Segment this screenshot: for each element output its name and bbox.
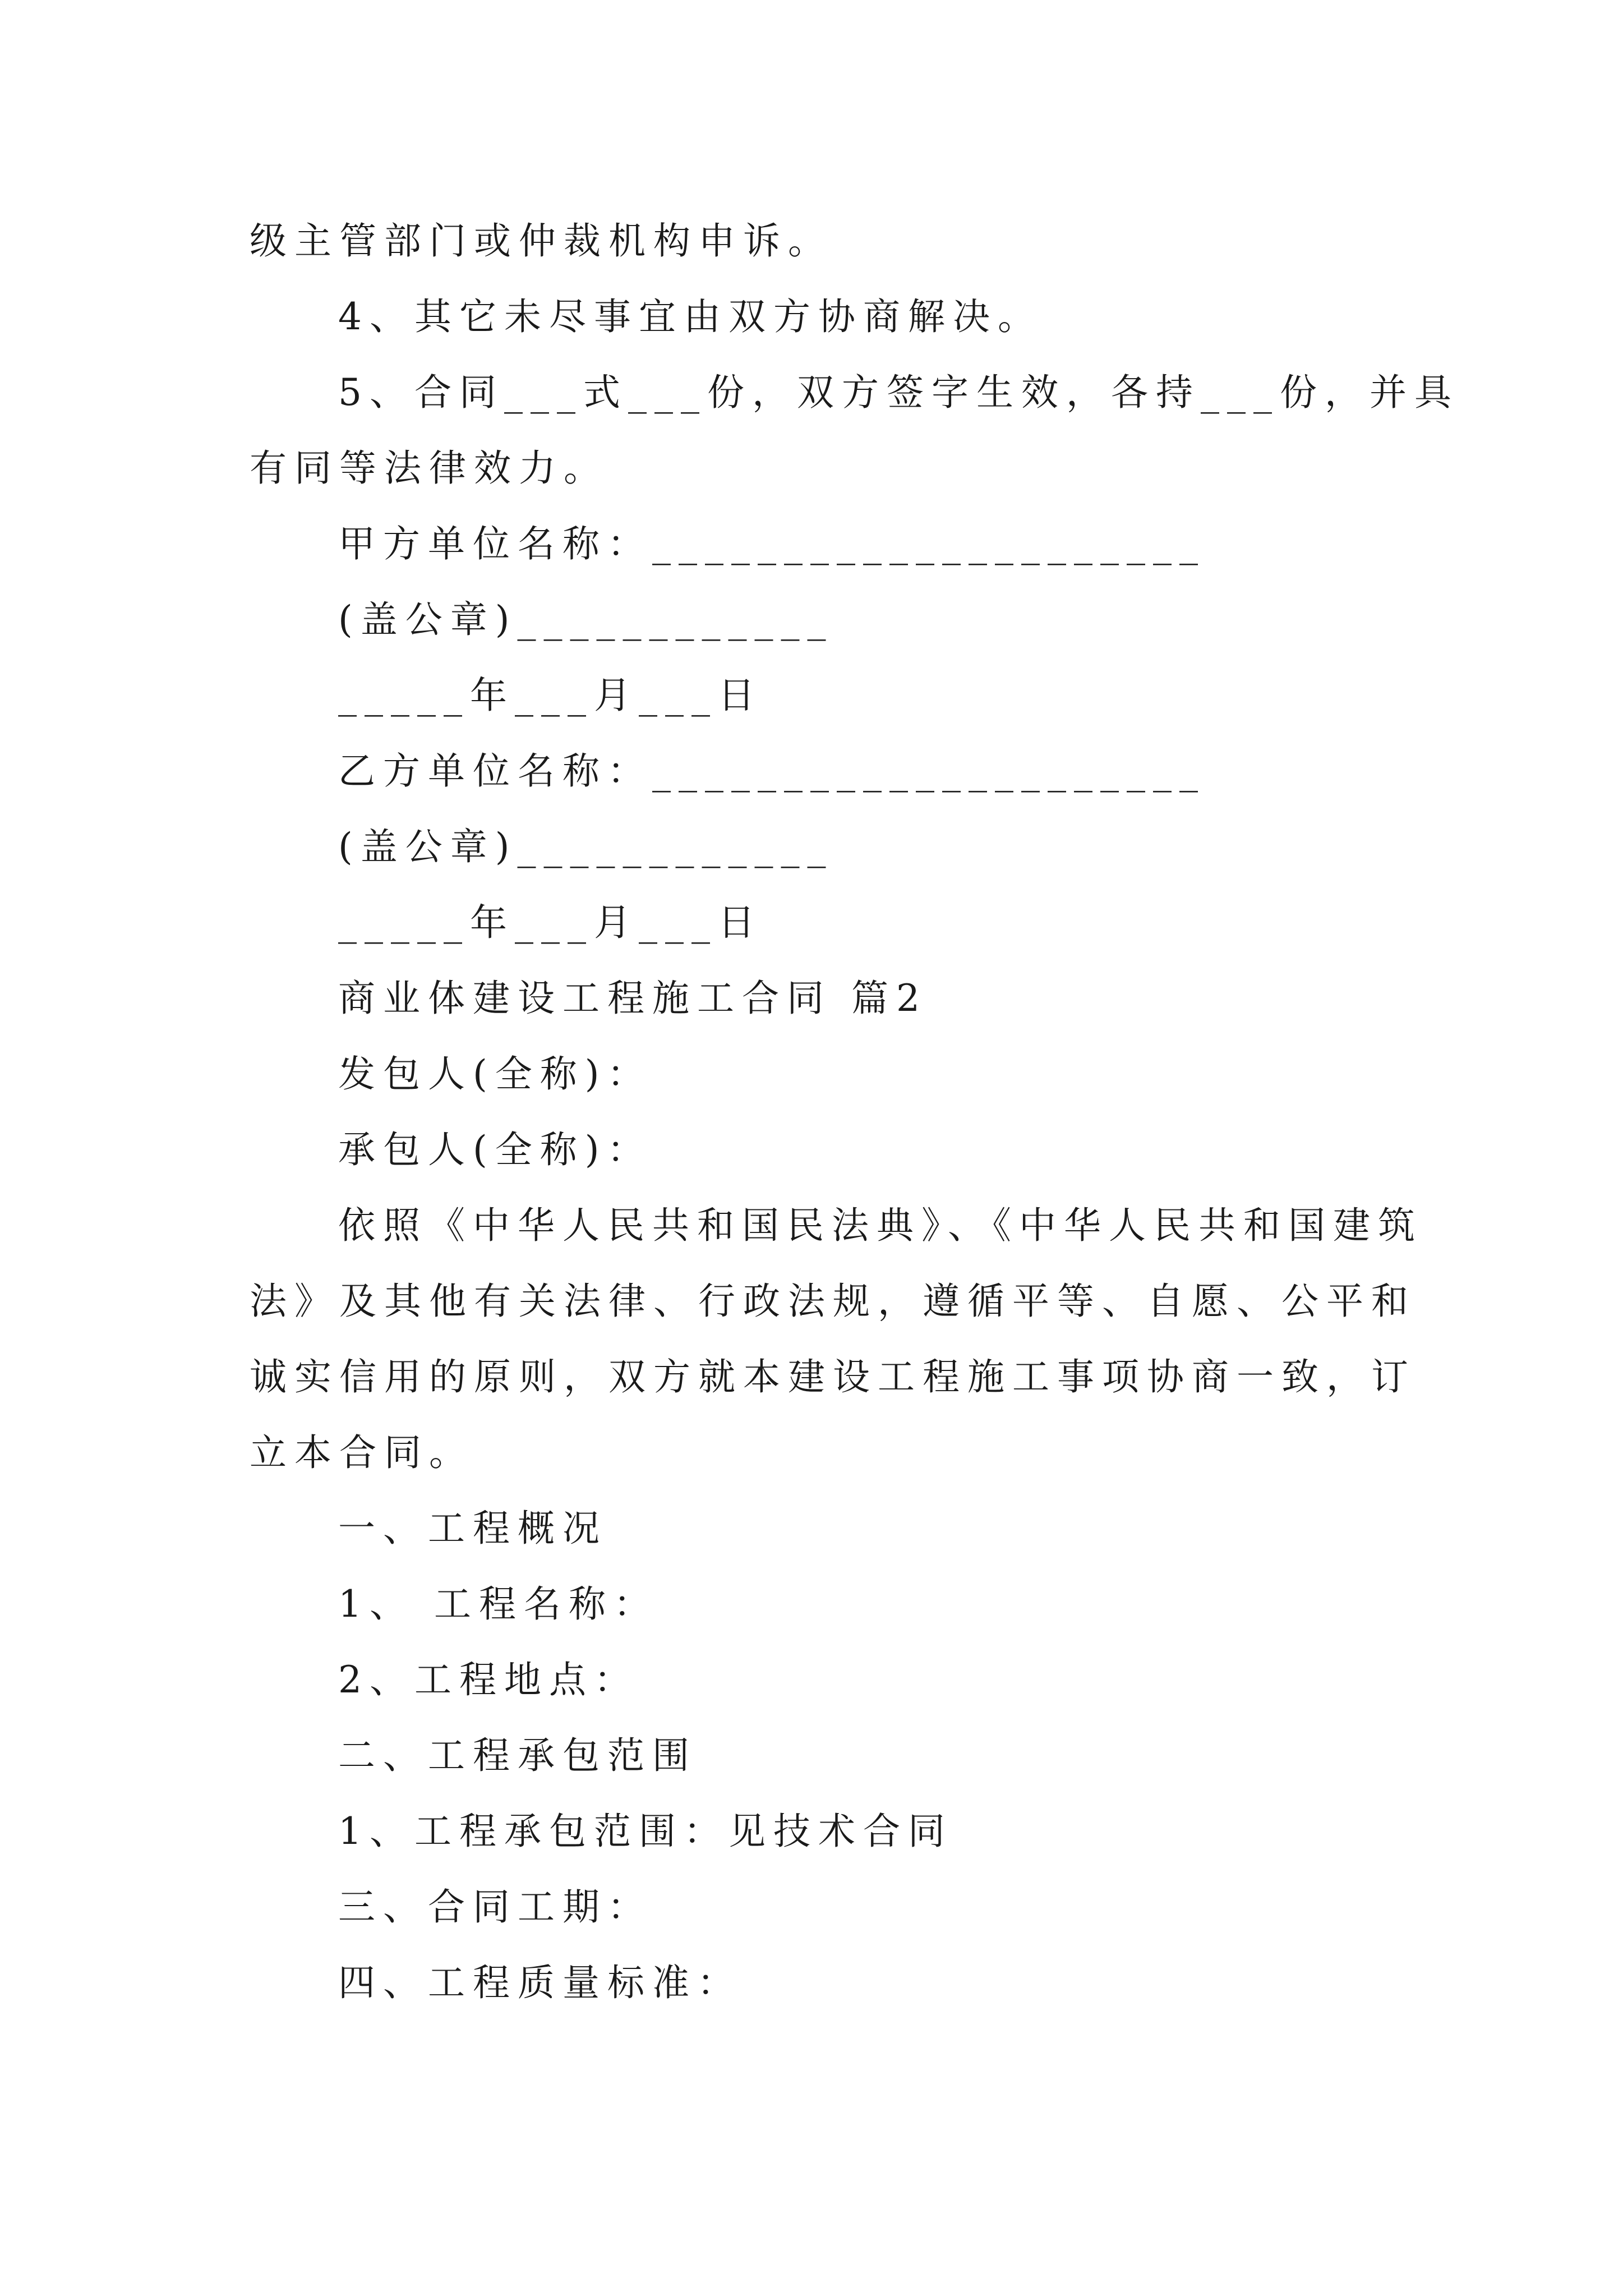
paragraph-line: 1、工程承包范围：见技术合同	[338, 1810, 953, 1853]
signature-party-b-name: 乙方单位名称：_____________________	[338, 749, 1206, 793]
paragraph-line: 级主管部门或仲裁机构申诉。	[250, 219, 833, 263]
paragraph-line: 诚实信用的原则，双方就本建设工程施工事项协商一致，订	[250, 1355, 1416, 1398]
paragraph-line: 承包人(全称)：	[338, 1128, 652, 1171]
paragraph-line: 5、合同___式___份，双方签字生效，各持___份，并具	[338, 371, 1459, 414]
signature-party-b-date: _____年___月___日	[338, 901, 763, 944]
paragraph-line: 2、工程地点：	[338, 1658, 639, 1701]
section-heading: 四、工程质量标准：	[338, 1961, 742, 2004]
section-heading: 一、工程概况	[338, 1507, 607, 1550]
paragraph-line: 1、 工程名称：	[338, 1582, 658, 1626]
section-heading: 二、工程承包范围	[338, 1734, 697, 1777]
signature-party-a-name: 甲方单位名称：_____________________	[338, 522, 1206, 565]
paragraph-line: 依照《中华人民共和国民法典》、《中华人民共和国建筑	[338, 1204, 1423, 1247]
paragraph-line: 立本合同。	[250, 1431, 474, 1474]
signature-party-b-seal: (盖公章)____________	[338, 825, 834, 868]
paragraph-line: 法》及其他有关法律、行政法规，遵循平等、自愿、公平和	[250, 1280, 1416, 1323]
paragraph-line: 有同等法律效力。	[250, 447, 608, 490]
section-heading: 商业体建设工程施工合同 篇2	[338, 977, 928, 1020]
signature-party-a-seal: (盖公章)____________	[338, 598, 834, 641]
signature-party-a-date: _____年___月___日	[338, 674, 763, 717]
section-heading: 三、合同工期：	[338, 1885, 652, 1929]
paragraph-line: 4、其它未尽事宜由双方协商解决。	[338, 295, 1043, 338]
paragraph-line: 发包人(全称)：	[338, 1052, 652, 1096]
